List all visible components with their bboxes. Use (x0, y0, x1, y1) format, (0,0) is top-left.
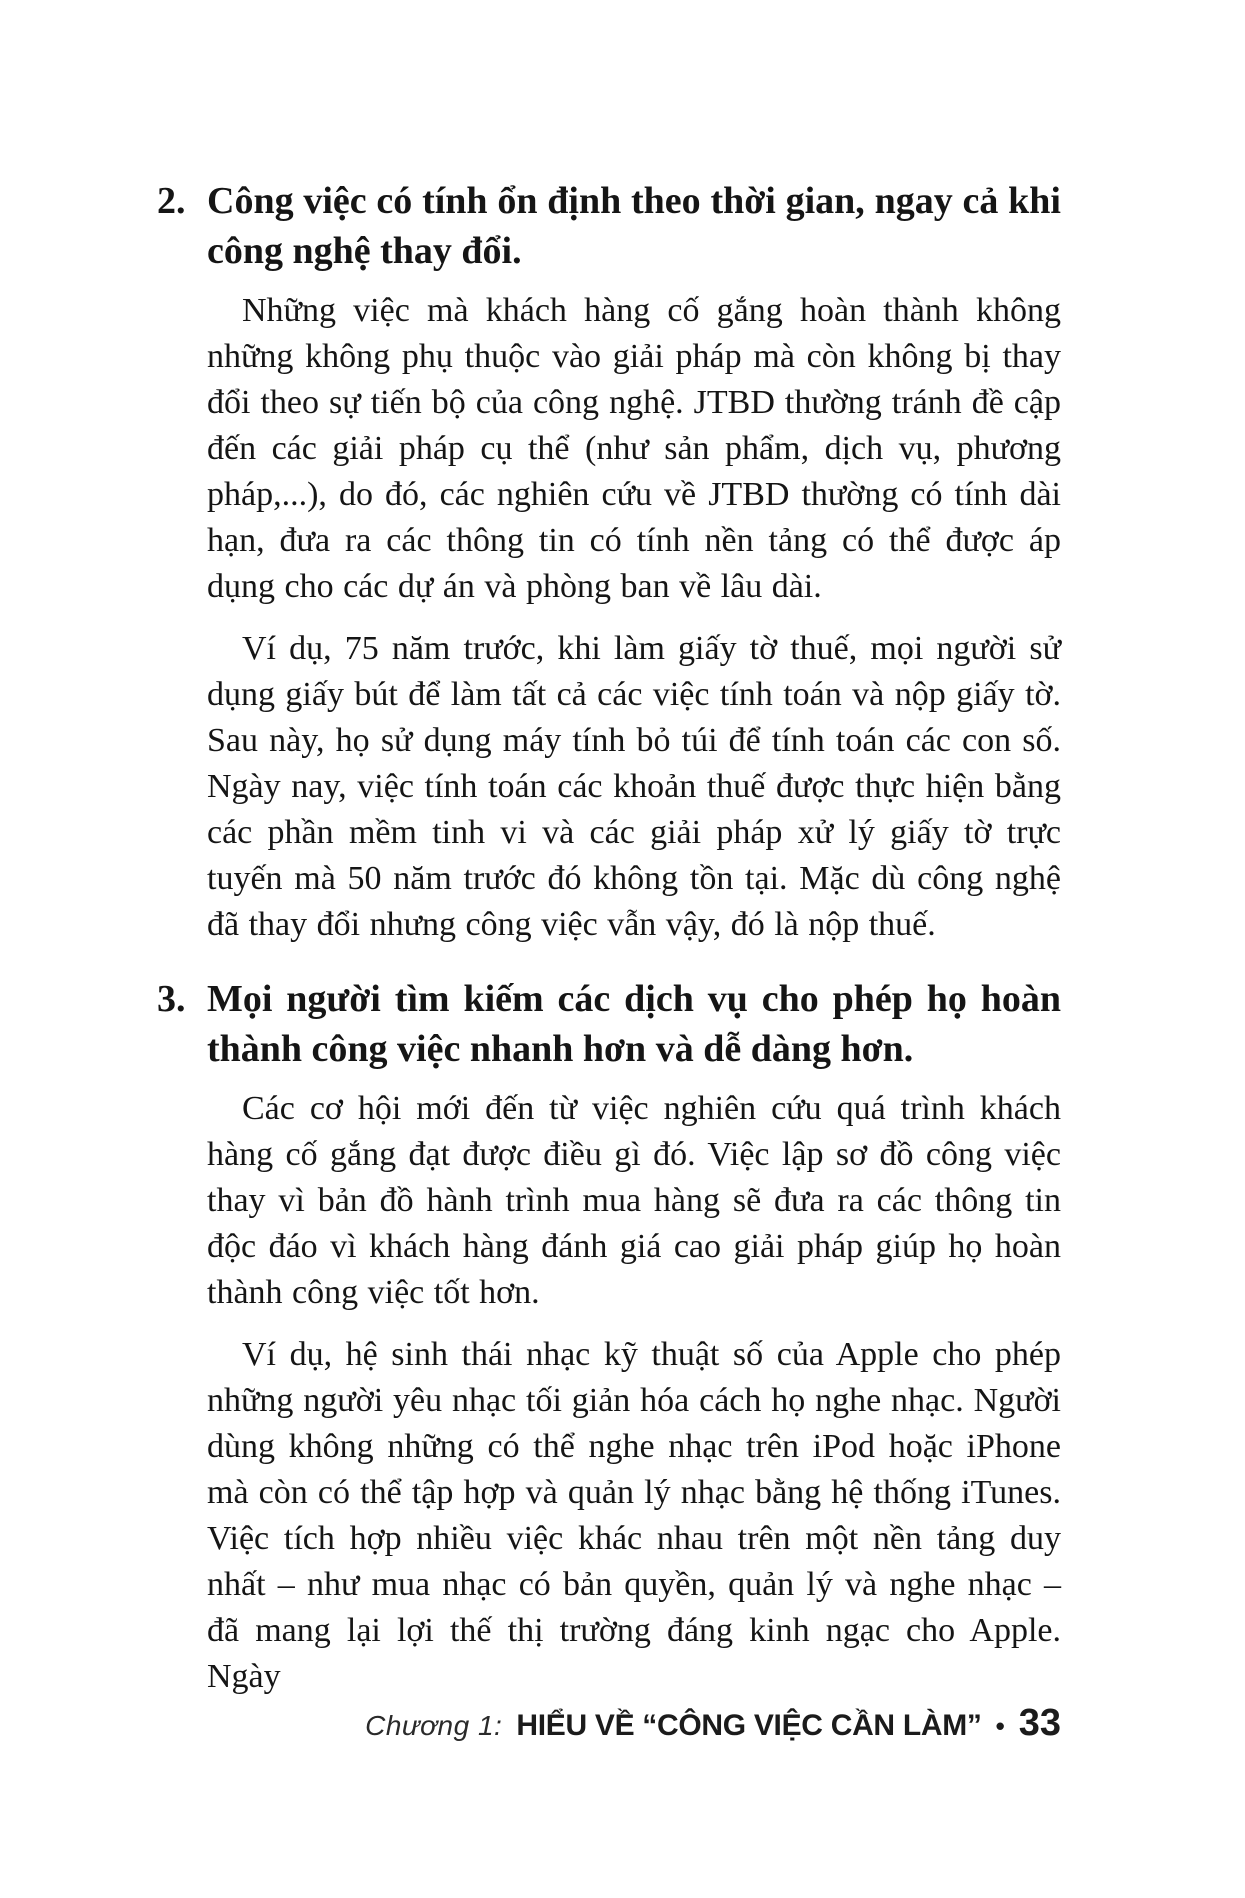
body-paragraph: Ví dụ, hệ sinh thái nhạc kỹ thuật số của Apple cho phép những người yêu nhạc tối giản hóa cách họ nghe nhạc. Người dùng không những có thể nghe nhạc trên iPod hoặc iPhone mà còn có thể tập hợp và quản lý nhạc bằng hệ thống iTunes. Việc tích hợp nhiều việc khác nhau trên một nền tảng duy nhất – như mua nhạc có bản quyền, quản lý và nghe nhạc – đã mang lại lợi thế thị trường đáng kinh ngạc cho Apple. Ngày (207, 1336, 1061, 1695)
page-number: 33 (1018, 1702, 1061, 1744)
body-paragraph: Ví dụ, 75 năm trước, khi làm giấy tờ thuế, mọi người sử dụng giấy bút để làm tất cả các việc tính toán và nộp giấy tờ. Sau này, họ sử dụng máy tính bỏ túi để tính toán các con số. Ngày nay, việc tính toán các khoản thuế được thực hiện bằng các phần mềm tinh vi và các giải pháp xử lý giấy tờ trực tuyến mà 50 năm trước đó không tồn tại. Mặc dù công nghệ đã thay đổi nhưng công việc vẫn vậy, đó là nộp thuế. (207, 630, 1061, 943)
heading-text: Mọi người tìm kiếm các dịch vụ cho phép họ hoàn thành công việc nhanh hơn và dễ dàng hơn. (207, 978, 1061, 1070)
page-body (157, 176, 1061, 1700)
numbered-heading (157, 974, 1061, 1074)
body-paragraph: Các cơ hội mới đến từ việc nghiên cứu quá trình khách hàng cố gắng đạt được điều gì đó. Việc lập sơ đồ công việc thay vì bản đồ hành trình mua hàng sẽ đưa ra các thông tin độc đáo vì khách hàng đánh giá cao giải pháp giúp họ hoàn thành công việc tốt hơn. (207, 1090, 1061, 1311)
chapter-label: Chương 1: (365, 1710, 503, 1741)
page-footer (365, 1702, 1061, 1745)
body-paragraph: Những việc mà khách hàng cố gắng hoàn thành không những không phụ thuộc vào giải pháp mà còn không bị thay đổi theo sự tiến bộ của công nghệ. JTBD thường tránh đề cập đến các giải pháp cụ thể (như sản phẩm, dịch vụ, phương pháp,...), do đó, các nghiên cứu về JTBD thường có tính dài hạn, đưa ra các thông tin có tính nền tảng có thể được áp dụng cho các dự án và phòng ban về lâu dài. (207, 292, 1061, 605)
bullet-separator: • (995, 1711, 1005, 1741)
numbered-heading (157, 176, 1061, 276)
heading-number: 2. (157, 180, 186, 222)
heading-number: 3. (157, 978, 186, 1020)
heading-text: Công việc có tính ổn định theo thời gian, ngay cả khi công nghệ thay đổi. (207, 180, 1061, 272)
section-job-stability (157, 176, 1061, 948)
section-services-faster (157, 974, 1061, 1700)
chapter-title: HIỂU VỀ “CÔNG VIỆC CẦN LÀM” (516, 1709, 982, 1742)
